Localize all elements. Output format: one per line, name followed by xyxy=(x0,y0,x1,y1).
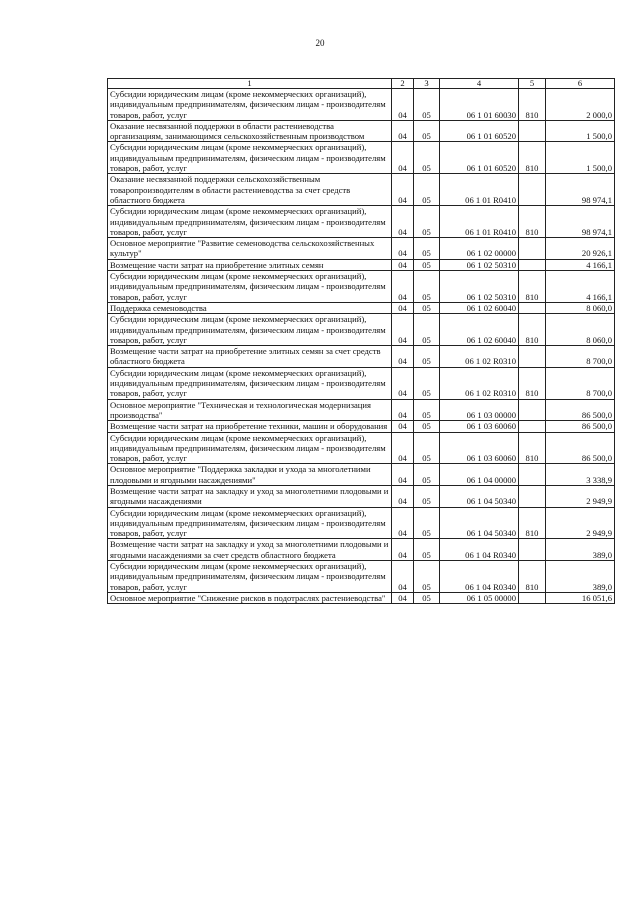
row-subsection-code: 05 xyxy=(414,561,440,593)
row-amount: 86 500,0 xyxy=(546,399,615,421)
row-subsection-code: 05 xyxy=(414,120,440,142)
row-expense-type xyxy=(519,120,546,142)
row-amount: 98 974,1 xyxy=(546,174,615,206)
row-amount: 8 060,0 xyxy=(546,314,615,346)
row-target-code: 06 1 01 R0410 xyxy=(440,174,519,206)
row-expense-type xyxy=(519,592,546,603)
row-name-cell: Субсидии юридическим лицам (кроме некоммерческих организаций), индивидуальным предпринимателям, физическим лицам - производителям товаров, работ, услуг xyxy=(108,89,392,121)
row-amount: 86 500,0 xyxy=(546,432,615,464)
row-expense-type xyxy=(519,259,546,270)
row-expense-type: 810 xyxy=(519,561,546,593)
row-section-code: 04 xyxy=(392,561,414,593)
row-target-code: 06 1 04 50340 xyxy=(440,485,519,507)
table-row xyxy=(108,271,615,303)
row-expense-type xyxy=(519,399,546,421)
header-col-5: 5 xyxy=(519,79,546,89)
row-subsection-code: 05 xyxy=(414,142,440,174)
header-col-4: 4 xyxy=(440,79,519,89)
row-expense-type: 810 xyxy=(519,314,546,346)
row-target-code: 06 1 01 R0410 xyxy=(440,206,519,238)
table-row xyxy=(108,259,615,270)
row-expense-type xyxy=(519,238,546,260)
table-row xyxy=(108,539,615,561)
row-section-code: 04 xyxy=(392,206,414,238)
table-row xyxy=(108,206,615,238)
row-name-cell: Субсидии юридическим лицам (кроме некоммерческих организаций), индивидуальным предпринимателям, физическим лицам - производителям товаров, работ, услуг xyxy=(108,142,392,174)
row-amount: 4 166,1 xyxy=(546,259,615,270)
row-subsection-code: 05 xyxy=(414,592,440,603)
row-expense-type: 810 xyxy=(519,507,546,539)
row-name-cell: Возмещение части затрат на закладку и уход за многолетними плодовыми и ягодными насаждениями xyxy=(108,485,392,507)
row-amount: 86 500,0 xyxy=(546,421,615,432)
row-name-cell: Основное мероприятие "Техническая и технологическая модернизация производства" xyxy=(108,399,392,421)
row-subsection-code: 05 xyxy=(414,367,440,399)
row-amount: 3 338,9 xyxy=(546,464,615,486)
row-subsection-code: 05 xyxy=(414,174,440,206)
row-section-code: 04 xyxy=(392,367,414,399)
row-expense-type: 810 xyxy=(519,89,546,121)
table-row xyxy=(108,432,615,464)
row-expense-type: 810 xyxy=(519,206,546,238)
row-section-code: 04 xyxy=(392,507,414,539)
row-expense-type: 810 xyxy=(519,367,546,399)
row-subsection-code: 05 xyxy=(414,539,440,561)
row-expense-type xyxy=(519,346,546,368)
row-target-code: 06 1 02 60040 xyxy=(440,302,519,313)
row-section-code: 04 xyxy=(392,89,414,121)
row-name-cell: Субсидии юридическим лицам (кроме некоммерческих организаций), индивидуальным предпринимателям, физическим лицам - производителям товаров, работ, услуг xyxy=(108,367,392,399)
row-expense-type: 810 xyxy=(519,271,546,303)
row-amount: 389,0 xyxy=(546,539,615,561)
table-row xyxy=(108,367,615,399)
table-row xyxy=(108,399,615,421)
row-section-code: 04 xyxy=(392,421,414,432)
table-row xyxy=(108,464,615,486)
row-amount: 20 926,1 xyxy=(546,238,615,260)
table-row xyxy=(108,346,615,368)
row-amount: 2 949,9 xyxy=(546,485,615,507)
row-amount: 8 700,0 xyxy=(546,346,615,368)
table-row xyxy=(108,561,615,593)
row-subsection-code: 05 xyxy=(414,485,440,507)
row-name-cell: Поддержка семеноводства xyxy=(108,302,392,313)
row-subsection-code: 05 xyxy=(414,346,440,368)
row-name-cell: Возмещение части затрат на приобретение техники, машин и оборудования xyxy=(108,421,392,432)
row-subsection-code: 05 xyxy=(414,314,440,346)
row-subsection-code: 05 xyxy=(414,206,440,238)
row-subsection-code: 05 xyxy=(414,89,440,121)
row-expense-type: 810 xyxy=(519,142,546,174)
row-amount: 1 500,0 xyxy=(546,142,615,174)
table-body xyxy=(108,89,615,604)
row-expense-type xyxy=(519,464,546,486)
row-amount: 2 949,9 xyxy=(546,507,615,539)
row-name-cell: Субсидии юридическим лицам (кроме некоммерческих организаций), индивидуальным предпринимателям, физическим лицам - производителям товаров, работ, услуг xyxy=(108,271,392,303)
row-amount: 8 060,0 xyxy=(546,302,615,313)
row-subsection-code: 05 xyxy=(414,421,440,432)
row-name-cell: Возмещение части затрат на закладку и уход за многолетними плодовыми и ягодными насаждениями за счет средств областного бюджета xyxy=(108,539,392,561)
table-row xyxy=(108,592,615,603)
row-section-code: 04 xyxy=(392,120,414,142)
row-subsection-code: 05 xyxy=(414,432,440,464)
row-name-cell: Субсидии юридическим лицам (кроме некоммерческих организаций), индивидуальным предпринимателям, физическим лицам - производителям товаров, работ, услуг xyxy=(108,206,392,238)
table-row xyxy=(108,142,615,174)
row-subsection-code: 05 xyxy=(414,302,440,313)
row-target-code: 06 1 03 60060 xyxy=(440,421,519,432)
row-section-code: 04 xyxy=(392,142,414,174)
row-target-code: 06 1 02 00000 xyxy=(440,238,519,260)
row-subsection-code: 05 xyxy=(414,238,440,260)
table-row xyxy=(108,314,615,346)
row-name-cell: Субсидии юридическим лицам (кроме некоммерческих организаций), индивидуальным предпринимателям, физическим лицам - производителям товаров, работ, услуг xyxy=(108,561,392,593)
header-col-3: 3 xyxy=(414,79,440,89)
row-expense-type xyxy=(519,302,546,313)
row-amount: 2 000,0 xyxy=(546,89,615,121)
row-target-code: 06 1 04 R0340 xyxy=(440,561,519,593)
row-amount: 4 166,1 xyxy=(546,271,615,303)
row-amount: 98 974,1 xyxy=(546,206,615,238)
row-expense-type xyxy=(519,421,546,432)
row-subsection-code: 05 xyxy=(414,464,440,486)
row-section-code: 04 xyxy=(392,238,414,260)
table-row xyxy=(108,507,615,539)
row-target-code: 06 1 02 R0310 xyxy=(440,346,519,368)
budget-table xyxy=(107,78,615,604)
header-col-6: 6 xyxy=(546,79,615,89)
row-target-code: 06 1 02 50310 xyxy=(440,259,519,270)
row-section-code: 04 xyxy=(392,464,414,486)
table-row xyxy=(108,120,615,142)
row-section-code: 04 xyxy=(392,314,414,346)
row-section-code: 04 xyxy=(392,174,414,206)
row-section-code: 04 xyxy=(392,346,414,368)
row-section-code: 04 xyxy=(392,271,414,303)
row-expense-type xyxy=(519,174,546,206)
page-number: 20 xyxy=(315,38,325,48)
row-target-code: 06 1 02 60040 xyxy=(440,314,519,346)
row-name-cell: Оказание несвязанной поддержки сельскохозяйственным товаропроизводителям в области растениеводства за счет средств областного бюджета xyxy=(108,174,392,206)
row-target-code: 06 1 01 60030 xyxy=(440,89,519,121)
row-target-code: 06 1 01 60520 xyxy=(440,142,519,174)
row-target-code: 06 1 04 R0340 xyxy=(440,539,519,561)
row-expense-type: 810 xyxy=(519,432,546,464)
row-name-cell: Возмещение части затрат на приобретение элитных семян xyxy=(108,259,392,270)
row-name-cell: Основное мероприятие "Поддержка закладки и ухода за многолетними плодовыми и ягодными насаждениями" xyxy=(108,464,392,486)
row-amount: 1 500,0 xyxy=(546,120,615,142)
row-target-code: 06 1 04 50340 xyxy=(440,507,519,539)
row-target-code: 06 1 03 60060 xyxy=(440,432,519,464)
row-name-cell: Основное мероприятие "Развитие семеноводства сельскохозяйственных культур" xyxy=(108,238,392,260)
table-row xyxy=(108,302,615,313)
row-section-code: 04 xyxy=(392,539,414,561)
row-amount: 389,0 xyxy=(546,561,615,593)
table-row xyxy=(108,174,615,206)
row-amount: 8 700,0 xyxy=(546,367,615,399)
row-name-cell: Субсидии юридическим лицам (кроме некоммерческих организаций), индивидуальным предпринимателям, физическим лицам - производителям товаров, работ, услуг xyxy=(108,507,392,539)
table-row xyxy=(108,485,615,507)
row-target-code: 06 1 02 R0310 xyxy=(440,367,519,399)
row-target-code: 06 1 01 60520 xyxy=(440,120,519,142)
row-section-code: 04 xyxy=(392,485,414,507)
header-col-1: 1 xyxy=(108,79,392,89)
row-section-code: 04 xyxy=(392,432,414,464)
row-name-cell: Оказание несвязанной поддержки в области растениеводства организациям, занимающимся сельскохозяйственным производством xyxy=(108,120,392,142)
row-expense-type xyxy=(519,485,546,507)
row-section-code: 04 xyxy=(392,302,414,313)
table-header-row xyxy=(108,79,615,89)
table-row xyxy=(108,89,615,121)
row-section-code: 04 xyxy=(392,259,414,270)
row-amount: 16 051,6 xyxy=(546,592,615,603)
row-target-code: 06 1 03 00000 xyxy=(440,399,519,421)
row-subsection-code: 05 xyxy=(414,507,440,539)
table-row xyxy=(108,421,615,432)
row-target-code: 06 1 05 00000 xyxy=(440,592,519,603)
header-col-2: 2 xyxy=(392,79,414,89)
row-target-code: 06 1 02 50310 xyxy=(440,271,519,303)
row-subsection-code: 05 xyxy=(414,259,440,270)
table-row xyxy=(108,238,615,260)
row-name-cell: Субсидии юридическим лицам (кроме некоммерческих организаций), индивидуальным предпринимателям, физическим лицам - производителям товаров, работ, услуг xyxy=(108,314,392,346)
row-subsection-code: 05 xyxy=(414,399,440,421)
row-name-cell: Субсидии юридическим лицам (кроме некоммерческих организаций), индивидуальным предпринимателям, физическим лицам - производителям товаров, работ, услуг xyxy=(108,432,392,464)
row-section-code: 04 xyxy=(392,399,414,421)
row-name-cell: Возмещение части затрат на приобретение элитных семян за счет средств областного бюджета xyxy=(108,346,392,368)
row-expense-type xyxy=(519,539,546,561)
row-section-code: 04 xyxy=(392,592,414,603)
row-subsection-code: 05 xyxy=(414,271,440,303)
row-target-code: 06 1 04 00000 xyxy=(440,464,519,486)
row-name-cell: Основное мероприятие "Снижение рисков в подотраслях растениеводства" xyxy=(108,592,392,603)
